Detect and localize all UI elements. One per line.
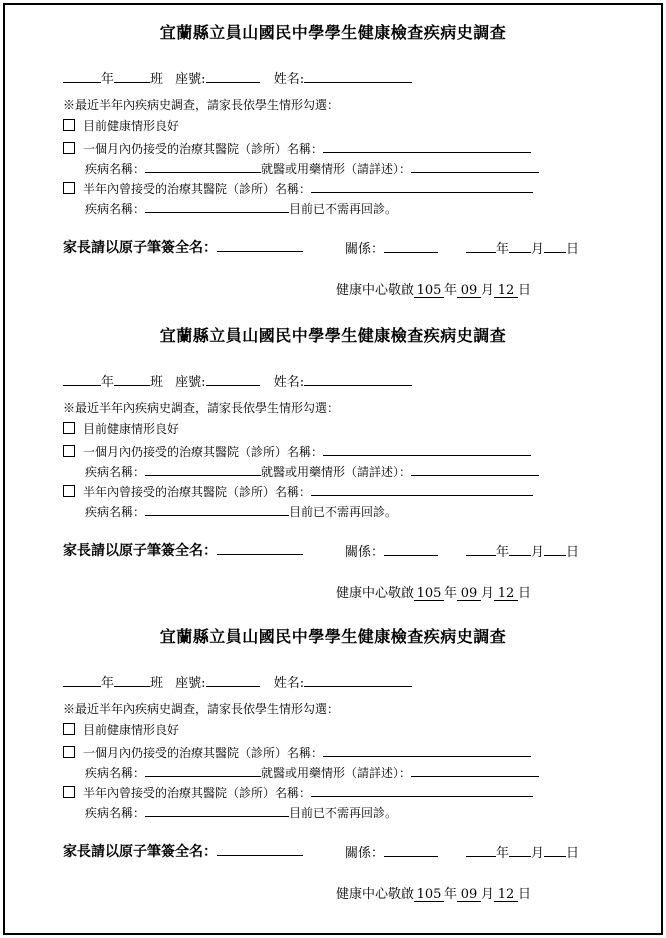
- issue-year: 105: [414, 888, 444, 902]
- class-label: 班: [150, 375, 164, 390]
- current-disease-row: [85, 462, 539, 478]
- sign-day-label: 日: [566, 545, 580, 560]
- parent-sign-label: 家長請以原子筆簽全名：: [63, 240, 217, 256]
- sign-day-blank[interactable]: [544, 239, 566, 253]
- past-disease-label: 疾病名稱：: [85, 806, 146, 820]
- sign-month-blank[interactable]: [509, 542, 531, 556]
- option-healthy-label: 目前健康情形良好: [83, 723, 180, 737]
- option-healthy-label: 目前健康情形良好: [83, 422, 180, 436]
- form-title: 宜蘭縣立員山國民中學學生健康檢查疾病史調查: [159, 627, 507, 646]
- health-survey-form: [0, 303, 666, 604]
- issuer-row: [336, 888, 531, 902]
- option-current-treatment: [63, 139, 531, 155]
- past-hospital-blank[interactable]: [311, 179, 533, 193]
- sign-day-label: 日: [566, 242, 580, 257]
- student-info-row: [63, 673, 412, 690]
- past-hospital-blank[interactable]: [311, 482, 533, 496]
- sign-year-blank[interactable]: [466, 843, 496, 857]
- treatment-detail-label: 就醫或用藥情形（請詳述）：: [261, 465, 412, 479]
- issue-day-unit: 日: [518, 887, 532, 902]
- current-disease-row: [85, 763, 539, 779]
- issue-year: 105: [414, 587, 444, 601]
- issue-day: 12: [494, 284, 518, 298]
- relation-row: [345, 239, 438, 256]
- class-blank[interactable]: [114, 673, 150, 687]
- past-disease-label: 疾病名稱：: [85, 202, 146, 216]
- year-blank[interactable]: [63, 673, 101, 687]
- checkbox-current-treatment[interactable]: [63, 142, 75, 154]
- option-current-treatment-label: 一個月內仍接受的治療其醫院（診所）名稱：: [83, 746, 324, 760]
- option-past-treatment: [63, 783, 533, 799]
- option-healthy: [63, 119, 179, 132]
- checkbox-past-treatment[interactable]: [63, 786, 75, 798]
- no-revisit-note: 目前已不需再回診。: [289, 505, 398, 519]
- issue-year-unit: 年: [444, 887, 458, 902]
- issue-month: 09: [457, 284, 481, 298]
- health-center-label: 健康中心敬啟: [336, 887, 415, 902]
- checkbox-past-treatment[interactable]: [63, 485, 75, 497]
- checkbox-healthy[interactable]: [63, 723, 75, 735]
- current-hospital-blank[interactable]: [323, 139, 531, 153]
- sign-day-blank[interactable]: [544, 843, 566, 857]
- name-blank[interactable]: [304, 372, 412, 386]
- parent-signature-blank[interactable]: [217, 541, 303, 555]
- option-past-treatment: [63, 482, 533, 498]
- option-healthy-label: 目前健康情形良好: [83, 119, 180, 133]
- treatment-detail-label: 就醫或用藥情形（請詳述）：: [261, 766, 412, 780]
- year-blank[interactable]: [63, 372, 101, 386]
- health-survey-form: [0, 604, 666, 905]
- current-disease-label: 疾病名稱：: [85, 162, 146, 176]
- instruction-text: ※最近半年內疾病史調查，請家長依學生情形勾選：: [63, 401, 340, 415]
- sign-year-blank[interactable]: [466, 542, 496, 556]
- form-title: 宜蘭縣立員山國民中學學生健康檢查疾病史調查: [159, 23, 507, 42]
- option-current-treatment-label: 一個月內仍接受的治療其醫院（診所）名稱：: [83, 445, 324, 459]
- relation-blank[interactable]: [384, 843, 438, 857]
- issue-month: 09: [457, 888, 481, 902]
- past-disease-blank[interactable]: [145, 803, 289, 817]
- no-revisit-note: 目前已不需再回診。: [289, 202, 398, 216]
- issue-year: 105: [414, 284, 444, 298]
- issue-month-unit: 月: [481, 586, 495, 601]
- option-past-treatment-label: 半年內曾接受的治療其醫院（診所）名稱：: [83, 182, 312, 196]
- sign-month-blank[interactable]: [509, 239, 531, 253]
- year-label: 年: [101, 676, 115, 691]
- sign-year-label: 年: [496, 242, 510, 257]
- sign-year-label: 年: [496, 545, 510, 560]
- sign-day-label: 日: [566, 846, 580, 861]
- current-disease-blank[interactable]: [145, 462, 261, 476]
- treatment-detail-blank[interactable]: [411, 159, 539, 173]
- parent-sign-label: 家長請以原子筆簽全名：: [63, 543, 217, 559]
- seat-blank[interactable]: [206, 673, 260, 687]
- current-disease-label: 疾病名稱：: [85, 766, 146, 780]
- sign-date-row: [466, 843, 579, 860]
- seat-label: 座號:: [175, 72, 206, 87]
- option-past-treatment: [63, 179, 533, 195]
- past-disease-blank[interactable]: [145, 199, 289, 213]
- year-label: 年: [101, 72, 115, 87]
- option-healthy: [63, 723, 179, 736]
- parent-signature-blank[interactable]: [217, 842, 303, 856]
- parent-sign-label: 家長請以原子筆簽全名：: [63, 844, 217, 860]
- sign-month-label: 月: [531, 846, 545, 861]
- name-blank[interactable]: [304, 69, 412, 83]
- checkbox-current-treatment[interactable]: [63, 445, 75, 457]
- past-disease-label: 疾病名稱：: [85, 505, 146, 519]
- current-disease-blank[interactable]: [145, 159, 261, 173]
- relation-row: [345, 542, 438, 559]
- treatment-detail-blank[interactable]: [411, 462, 539, 476]
- sign-year-blank[interactable]: [466, 239, 496, 253]
- relation-row: [345, 843, 438, 860]
- sign-month-blank[interactable]: [509, 843, 531, 857]
- relation-label: 關係：: [345, 545, 385, 560]
- health-center-label: 健康中心敬啟: [336, 283, 415, 298]
- issue-year-unit: 年: [444, 586, 458, 601]
- parent-signature-row: [63, 541, 303, 558]
- student-info-row: [63, 69, 412, 86]
- class-label: 班: [150, 676, 164, 691]
- sign-month-label: 月: [531, 242, 545, 257]
- current-hospital-blank[interactable]: [323, 442, 531, 456]
- seat-blank[interactable]: [206, 372, 260, 386]
- year-label: 年: [101, 375, 115, 390]
- past-disease-row: [85, 803, 397, 819]
- seat-label: 座號:: [175, 676, 206, 691]
- relation-label: 關係：: [345, 846, 385, 861]
- sign-year-label: 年: [496, 846, 510, 861]
- issuer-row: [336, 587, 531, 601]
- class-blank[interactable]: [114, 69, 150, 83]
- current-disease-blank[interactable]: [145, 763, 261, 777]
- treatment-detail-label: 就醫或用藥情形（請詳述）：: [261, 162, 412, 176]
- issue-day-unit: 日: [518, 283, 532, 298]
- instruction-text: ※最近半年內疾病史調查，請家長依學生情形勾選：: [63, 702, 340, 716]
- option-healthy: [63, 422, 179, 435]
- issue-year-unit: 年: [444, 283, 458, 298]
- checkbox-healthy[interactable]: [63, 119, 75, 131]
- class-blank[interactable]: [114, 372, 150, 386]
- seat-blank[interactable]: [206, 69, 260, 83]
- year-blank[interactable]: [63, 69, 101, 83]
- health-center-label: 健康中心敬啟: [336, 586, 415, 601]
- issue-day-unit: 日: [518, 586, 532, 601]
- health-survey-form: [0, 0, 666, 301]
- current-hospital-blank[interactable]: [323, 743, 531, 757]
- issuer-row: [336, 284, 531, 298]
- student-info-row: [63, 372, 412, 389]
- class-label: 班: [150, 72, 164, 87]
- issue-month-unit: 月: [481, 283, 495, 298]
- issue-month: 09: [457, 587, 481, 601]
- sign-month-label: 月: [531, 545, 545, 560]
- parent-signature-row: [63, 238, 303, 255]
- sign-date-row: [466, 239, 579, 256]
- current-disease-row: [85, 159, 539, 175]
- issue-day: 12: [494, 587, 518, 601]
- name-label: 姓名:: [273, 72, 305, 87]
- form-title: 宜蘭縣立員山國民中學學生健康檢查疾病史調查: [159, 326, 507, 345]
- checkbox-healthy[interactable]: [63, 422, 75, 434]
- sign-date-row: [466, 542, 579, 559]
- past-disease-row: [85, 502, 397, 518]
- relation-blank[interactable]: [384, 239, 438, 253]
- parent-signature-blank[interactable]: [217, 238, 303, 252]
- name-blank[interactable]: [304, 673, 412, 687]
- name-label: 姓名:: [273, 676, 305, 691]
- treatment-detail-blank[interactable]: [411, 763, 539, 777]
- option-past-treatment-label: 半年內曾接受的治療其醫院（診所）名稱：: [83, 786, 312, 800]
- parent-signature-row: [63, 842, 303, 859]
- option-current-treatment: [63, 442, 531, 458]
- issue-day: 12: [494, 888, 518, 902]
- no-revisit-note: 目前已不需再回診。: [289, 806, 398, 820]
- relation-blank[interactable]: [384, 542, 438, 556]
- past-disease-row: [85, 199, 397, 215]
- current-disease-label: 疾病名稱：: [85, 465, 146, 479]
- issue-month-unit: 月: [481, 887, 495, 902]
- option-current-treatment: [63, 743, 531, 759]
- relation-label: 關係：: [345, 242, 385, 257]
- seat-label: 座號:: [175, 375, 206, 390]
- past-disease-blank[interactable]: [145, 502, 289, 516]
- checkbox-past-treatment[interactable]: [63, 182, 75, 194]
- name-label: 姓名:: [273, 375, 305, 390]
- option-current-treatment-label: 一個月內仍接受的治療其醫院（診所）名稱：: [83, 142, 324, 156]
- past-hospital-blank[interactable]: [311, 783, 533, 797]
- option-past-treatment-label: 半年內曾接受的治療其醫院（診所）名稱：: [83, 485, 312, 499]
- instruction-text: ※最近半年內疾病史調查，請家長依學生情形勾選：: [63, 98, 340, 112]
- checkbox-current-treatment[interactable]: [63, 746, 75, 758]
- sign-day-blank[interactable]: [544, 542, 566, 556]
